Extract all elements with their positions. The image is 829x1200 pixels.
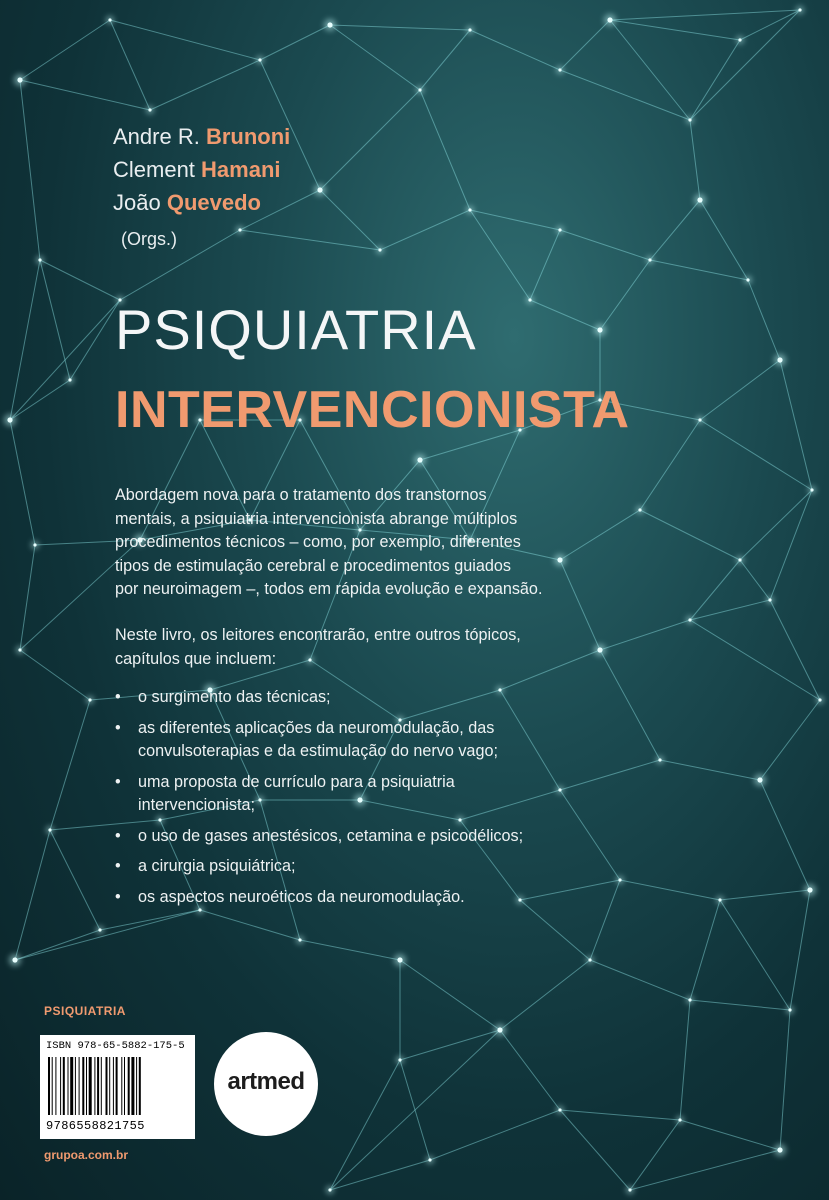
bullet-icon: •: [115, 688, 121, 706]
network-node: [697, 197, 702, 202]
network-node: [17, 77, 22, 82]
network-node: [317, 187, 322, 192]
book-title-line-1: PSIQUIATRIA: [115, 298, 477, 361]
network-link: [10, 300, 120, 420]
network-link: [10, 380, 70, 420]
network-node: [33, 543, 36, 546]
barcode-bar: [68, 1057, 69, 1115]
network-link: [610, 10, 800, 20]
intro-line: Abordagem nova para o tratamento dos transtornos: [115, 486, 487, 504]
network-link: [40, 260, 120, 300]
network-node: [327, 22, 332, 27]
author-2: [113, 157, 281, 183]
network-node: [698, 418, 701, 421]
network-link: [150, 60, 260, 110]
network-node: [607, 17, 612, 22]
network-node: [497, 1027, 502, 1032]
network-node: [618, 878, 621, 881]
network-link: [600, 260, 650, 330]
network-node: [428, 1158, 431, 1161]
network-link: [10, 420, 35, 545]
bullet-icon: •: [115, 772, 121, 791]
topic-line: intervencionista;: [138, 796, 255, 814]
network-link: [640, 420, 700, 510]
bullet-icon: •: [115, 857, 121, 875]
intro-line: procedimentos técnicos – como, por exemplo, diferentes: [115, 533, 521, 551]
network-link: [15, 830, 50, 960]
network-link: [400, 960, 500, 1030]
network-link: [760, 700, 820, 780]
network-link: [650, 200, 700, 260]
network-link: [20, 80, 150, 110]
network-link: [740, 560, 770, 600]
network-link: [560, 1110, 630, 1190]
publisher-logo: [214, 1032, 318, 1136]
barcode-bar: [128, 1057, 130, 1115]
intro-line: mentais, a psiquiatria intervencionista abrange múltiplos: [115, 509, 518, 528]
barcode-bar: [63, 1057, 65, 1115]
network-link: [610, 20, 740, 40]
network-node: [68, 378, 71, 381]
network-link: [320, 190, 380, 250]
network-link: [620, 880, 720, 900]
barcode-bar: [131, 1057, 134, 1115]
network-link: [70, 300, 120, 380]
network-link: [20, 545, 35, 650]
lead-paragraph: [115, 624, 615, 671]
network-link: [630, 1120, 680, 1190]
network-link: [470, 210, 530, 300]
network-link: [560, 20, 610, 70]
network-node: [810, 488, 813, 491]
barcode-bar: [106, 1057, 108, 1115]
barcode-bar: [136, 1057, 137, 1115]
topic-line: o surgimento das técnicas;: [138, 688, 331, 706]
barcode-bar: [139, 1057, 141, 1115]
network-node: [558, 228, 561, 231]
barcode-bar: [116, 1057, 118, 1115]
network-node: [398, 1058, 401, 1061]
network-node: [738, 558, 741, 561]
network-node: [378, 248, 381, 251]
author-1-first: Andre R.: [113, 124, 200, 149]
barcode-bar: [121, 1057, 122, 1115]
barcode-bar: [109, 1057, 110, 1115]
network-node: [12, 957, 17, 962]
network-node: [298, 938, 301, 941]
barcode-bar: [55, 1057, 56, 1115]
network-link: [748, 280, 780, 360]
network-node: [738, 38, 741, 41]
network-node: [597, 327, 602, 332]
network-node: [88, 698, 91, 701]
topic-list: [115, 686, 615, 916]
barcode-bar: [70, 1057, 73, 1115]
network-link: [720, 900, 790, 1010]
network-link: [470, 210, 560, 230]
barcode-graphic: [48, 1057, 187, 1117]
network-link: [420, 30, 470, 90]
network-link: [320, 90, 420, 190]
network-link: [40, 260, 70, 380]
network-node: [98, 928, 101, 931]
network-link: [330, 1030, 500, 1190]
barcode-bar: [124, 1057, 125, 1115]
network-node: [7, 417, 12, 422]
barcode-number: 9786558821755: [46, 1119, 145, 1133]
network-node: [558, 1108, 561, 1111]
bullet-icon: •: [115, 887, 121, 906]
network-link: [240, 230, 380, 250]
author-1: [113, 124, 290, 150]
network-node: [148, 108, 151, 111]
network-link: [760, 780, 810, 890]
network-node: [108, 18, 111, 21]
network-node: [818, 698, 821, 701]
network-node: [638, 508, 641, 511]
category-label: PSIQUIATRIA: [44, 1004, 126, 1018]
network-node: [688, 118, 691, 121]
network-link: [740, 10, 800, 40]
topic-item: [115, 717, 615, 764]
network-link: [380, 210, 470, 250]
network-node: [328, 1188, 331, 1191]
network-link: [300, 940, 400, 960]
network-link: [590, 960, 690, 1000]
network-link: [470, 30, 560, 70]
network-link: [20, 650, 90, 700]
network-link: [650, 260, 748, 280]
network-link: [690, 600, 770, 620]
network-link: [780, 1010, 790, 1150]
network-link: [110, 20, 150, 110]
isbn-barcode-box: [40, 1035, 195, 1139]
network-link: [630, 1150, 780, 1190]
network-link: [10, 260, 40, 420]
network-link: [780, 360, 812, 490]
network-link: [530, 300, 600, 330]
network-link: [690, 40, 740, 120]
topic-line: o uso de gases anestésicos, cetamina e psicodélicos;: [138, 826, 524, 845]
intro-paragraph: [115, 484, 615, 602]
network-node: [558, 68, 561, 71]
network-link: [50, 700, 90, 830]
network-link: [420, 90, 470, 210]
network-link: [700, 200, 748, 280]
barcode-bar: [79, 1057, 80, 1115]
barcode-bar: [82, 1057, 84, 1115]
network-link: [430, 1110, 560, 1160]
network-node: [798, 8, 801, 11]
bullet-icon: •: [115, 718, 121, 737]
network-link: [560, 230, 650, 260]
network-link: [20, 20, 110, 80]
network-link: [740, 490, 812, 560]
network-link: [640, 510, 740, 560]
network-link: [770, 490, 812, 600]
network-link: [790, 890, 810, 1010]
network-link: [330, 1060, 400, 1190]
topic-item: [115, 886, 615, 910]
network-link: [330, 1160, 430, 1190]
network-node: [777, 1147, 782, 1152]
topic-item: [115, 825, 615, 849]
network-node: [688, 618, 691, 621]
network-node: [238, 228, 241, 231]
network-link: [680, 1000, 690, 1120]
network-node: [468, 208, 471, 211]
bullet-icon: •: [115, 826, 121, 845]
network-link: [15, 930, 100, 960]
network-link: [700, 360, 780, 420]
author-3: [113, 190, 261, 216]
network-link: [690, 1000, 790, 1010]
barcode-bar: [97, 1057, 99, 1115]
network-node: [18, 648, 21, 651]
network-link: [15, 910, 200, 960]
topic-line: a cirurgia psiquiátrica;: [138, 857, 296, 875]
network-node: [48, 828, 51, 831]
network-link: [720, 890, 810, 900]
network-node: [746, 278, 749, 281]
network-link: [680, 1120, 780, 1150]
barcode-bar: [86, 1057, 87, 1115]
intro-line: por neuroimagem –, todos em rápida evolução e expansão.: [115, 580, 543, 598]
publisher-name: artmed: [227, 1068, 305, 1095]
network-link: [20, 80, 40, 260]
author-2-first: Clement: [113, 157, 195, 182]
intro-line: tipos de estimulação cerebral e procedimentos guiados: [115, 556, 511, 575]
network-node: [588, 958, 591, 961]
network-node: [418, 88, 421, 91]
network-link: [690, 10, 800, 120]
barcode-bar: [94, 1057, 95, 1115]
barcode-bar: [113, 1057, 114, 1115]
network-node: [768, 598, 771, 601]
topic-line: uma proposta de currículo para a psiquiatria: [138, 772, 455, 791]
network-link: [50, 830, 100, 930]
author-3-first: João: [113, 190, 161, 215]
network-node: [38, 258, 41, 261]
network-node: [777, 357, 782, 362]
lead-line: capítulos que incluem:: [115, 649, 277, 668]
network-link: [700, 420, 812, 490]
barcode-bar: [48, 1057, 50, 1115]
network-node: [678, 1118, 681, 1121]
network-node: [788, 1008, 791, 1011]
barcode-bar: [52, 1057, 53, 1115]
network-node: [757, 777, 762, 782]
network-node: [658, 758, 661, 761]
network-node: [807, 887, 812, 892]
barcode-bar: [60, 1057, 61, 1115]
network-link: [500, 1030, 560, 1110]
network-link: [690, 560, 740, 620]
website-url: grupoa.com.br: [44, 1148, 129, 1162]
topic-line: as diferentes aplicações da neuromodulação, das: [138, 718, 495, 737]
author-2-last: Hamani: [201, 157, 281, 182]
author-1-last: Brunoni: [205, 124, 291, 149]
organizers-label: (Orgs.): [121, 229, 177, 249]
topic-item: [115, 771, 615, 818]
book-title-line-2: INTERVENCIONISTA: [115, 381, 630, 439]
network-node: [528, 298, 531, 301]
network-node: [718, 898, 721, 901]
network-link: [330, 25, 420, 90]
barcode-bar: [89, 1057, 92, 1115]
network-node: [688, 998, 691, 1001]
topic-item: [115, 855, 615, 879]
network-link: [330, 25, 470, 30]
barcode-bar: [75, 1057, 76, 1115]
network-link: [260, 25, 330, 60]
network-node: [258, 58, 261, 61]
barcode-bar: [101, 1057, 102, 1115]
lead-line: Neste livro, os leitores encontrarão, entre outros tópicos,: [115, 626, 521, 644]
network-link: [690, 900, 720, 1000]
network-link: [690, 120, 700, 200]
network-link: [400, 1030, 500, 1060]
network-link: [530, 230, 560, 300]
network-link: [560, 1110, 680, 1120]
network-link: [110, 20, 260, 60]
topic-line: convulsoterapias e da estimulação do nervo vago;: [138, 742, 498, 760]
network-node: [397, 957, 402, 962]
isbn-label: ISBN 978-65-5882-175-5: [46, 1040, 185, 1052]
network-link: [500, 960, 590, 1030]
network-link: [660, 760, 760, 780]
network-node: [468, 28, 471, 31]
network-node: [417, 457, 422, 462]
network-node: [648, 258, 651, 261]
author-3-last: Quevedo: [166, 190, 261, 215]
topic-line: os aspectos neuroéticos da neuromodulação.: [138, 887, 465, 906]
topic-item: [115, 686, 615, 710]
network-node: [628, 1188, 631, 1191]
